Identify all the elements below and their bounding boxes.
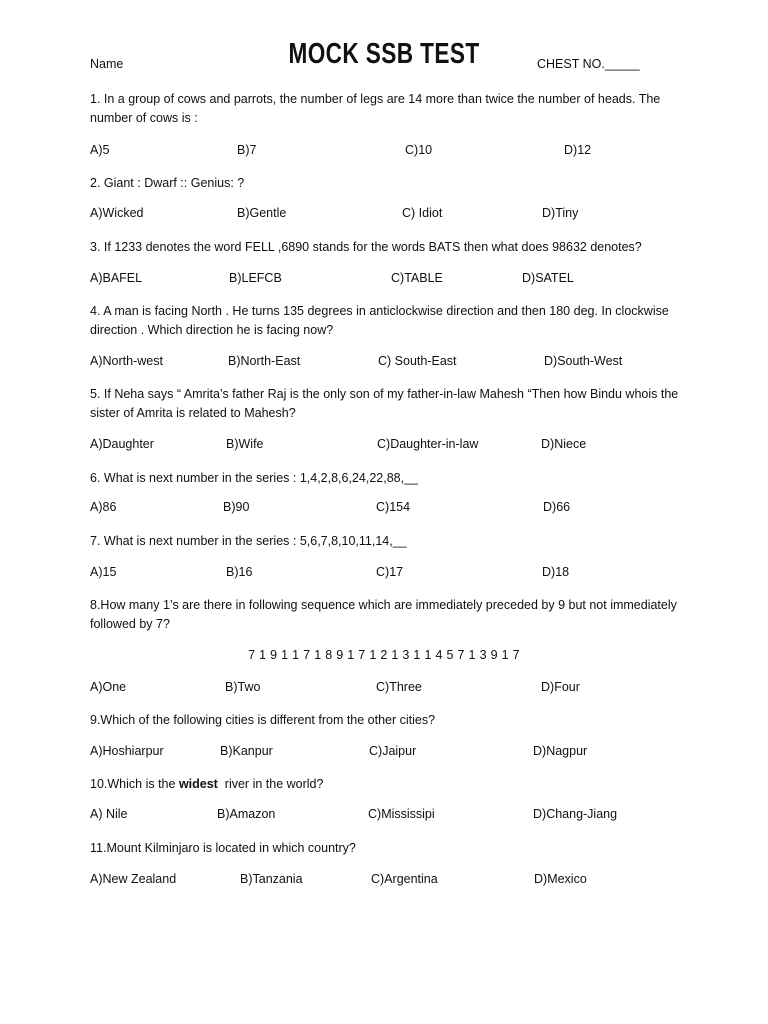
options-1 [90,143,690,161]
question-2: 2. Giant : Dwarf :: Genius: ? [90,176,245,190]
options-6 [90,500,690,518]
option-a: A)15 [90,565,117,579]
question-4: 4. A man is facing North . He turns 135 degrees in anticlockwise direction and then 180 deg. In clockwise direction . Which direction he is facing now? [90,304,669,337]
option-a: A)North-west [90,354,163,368]
option-a: A) Nile [90,807,128,821]
options-7 [90,565,690,583]
question-6: 6. What is next number in the series : 1,4,2,8,6,24,22,88,__ [90,471,418,485]
option-b: B)Amazon [217,807,276,821]
option-b: B)North-East [228,354,301,368]
option-c: C)Jaipur [369,744,417,758]
question-10 [90,775,685,794]
options-11 [90,872,690,890]
option-b: B)Two [225,680,261,694]
option-c: C)Argentina [371,872,438,886]
option-d: D)Tiny [542,206,579,220]
option-d: D)Chang-Jiang [533,807,618,821]
option-d: D)SATEL [522,271,574,285]
option-d: D)Niece [541,437,587,451]
options-8 [90,680,690,698]
question-10-text-start: 10.Which is the [90,777,179,791]
option-d: D)18 [542,565,570,579]
page-title: MOCK SSB TEST [288,38,480,70]
option-b: B)Kanpur [220,744,273,758]
option-c: C)Mississipi [368,807,435,821]
option-b: B)Gentle [237,206,287,220]
options-9 [90,744,690,762]
option-c: C)Three [376,680,422,694]
question-11: 11.Mount Kilminjaro is located in which country? [90,841,356,855]
option-b: B)LEFCB [229,271,282,285]
option-c: C)TABLE [391,271,443,285]
option-c: C)154 [376,500,411,514]
option-a: A)One [90,680,127,694]
question-7: 7. What is next number in the series : 5,6,7,8,10,11,14,__ [90,534,407,548]
option-d: D)South-West [544,354,623,368]
chest-number-label: CHEST NO._____ [537,57,640,71]
option-a: A)New Zealand [90,872,177,886]
option-c: C)10 [405,143,433,157]
option-d: D)66 [543,500,571,514]
option-b: B)90 [223,500,250,514]
option-d: D)Mexico [534,872,587,886]
question-1: 1. In a group of cows and parrots, the number of legs are 14 more than twice the number of heads. The number of cows is : [90,92,661,125]
option-a: A)BAFEL [90,271,143,285]
option-d: D)12 [564,143,592,157]
option-c: C) South-East [378,354,457,368]
options-2 [90,206,690,224]
option-a: A)5 [90,143,110,157]
option-b: B)16 [226,565,253,579]
question-8: 8.How many 1’s are there in following sequence which are immediately preceded by 9 but not immediately followed by 7? [90,598,677,631]
question-10-text-end: river in the world? [217,777,324,791]
options-10 [90,807,690,825]
option-c: C)Daughter-in-law [377,437,479,451]
option-b: B)7 [237,143,257,157]
options-3 [90,271,690,289]
option-a: A)86 [90,500,117,514]
option-a: A)Daughter [90,437,154,451]
option-d: D)Four [541,680,580,694]
options-5 [90,437,690,455]
option-c: C)17 [376,565,404,579]
option-c: C) Idiot [402,206,443,220]
question-5: 5. If Neha says “ Amrita’s father Raj is the only son of my father-in-law Mahesh “Then how Bindu whois the sister of Amrita is related to Mahesh? [90,387,679,420]
name-label: Name [90,57,124,71]
option-d: D)Nagpur [533,744,588,758]
options-4 [90,354,690,372]
option-a: A)Wicked [90,206,144,220]
question-10-bold-word: widest [178,777,218,791]
option-b: B)Wife [226,437,264,451]
question-9: 9.Which of the following cities is different from the other cities? [90,713,436,727]
question-3: 3. If 1233 denotes the word FELL ,6890 stands for the words BATS then what does 98632 denotes? [90,240,642,254]
option-a: A)Hoshiarpur [90,744,164,758]
option-b: B)Tanzania [240,872,303,886]
number-sequence: 7 1 9 1 1 7 1 8 9 1 7 1 2 1 3 1 1 4 5 7 1 3 9 1 7 [248,648,520,662]
